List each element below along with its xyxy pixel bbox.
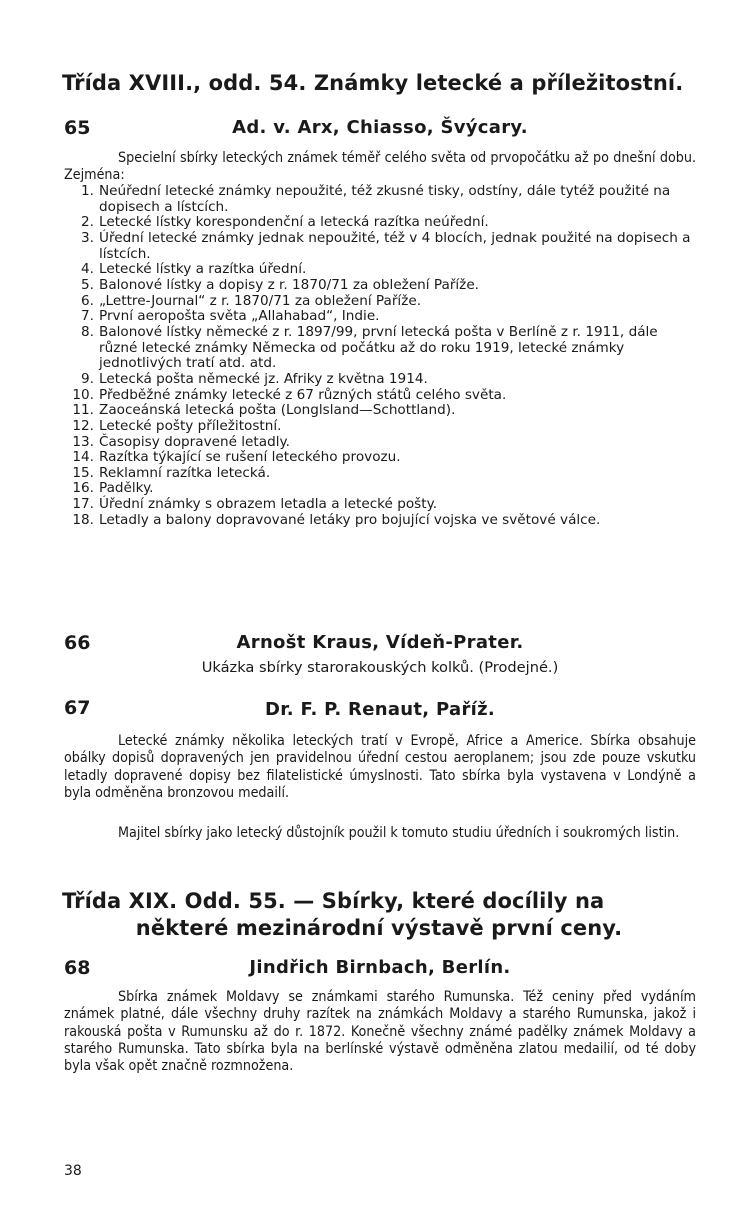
exhibit-67-paragraph-1: Letecké známky několika leteckých tratí v Evropě, Africe a Americe. Sbírka obsahuje obálky dopisů dopravených jen pravidelnou úřední cestou aeroplanem; jsou zde pouze vskutku letadly dopravené dopisy bez filatelistické úmyslnosti. Tato sbírka byla vystavena v Londýně a byla odměněna bronzovou medailí. [64, 733, 696, 801]
list-item [64, 497, 696, 513]
list-item-text: „Lettre-Journal“ z r. 1870/71 za obležení Paříže. [99, 292, 422, 309]
list-item [64, 309, 696, 325]
list-item-number: 16. [72, 480, 94, 497]
list-item-number: 13. [72, 433, 94, 450]
list-item-text: Letecké lístky a razítka úřední. [99, 261, 307, 278]
list-item-text: Zaoceánská letecká pošta (Longlsland—Schottland). [99, 402, 456, 419]
list-item-number: 1. [81, 183, 94, 199]
list-item-number: 5. [81, 276, 94, 293]
list-item [64, 435, 696, 451]
list-item [64, 450, 696, 466]
list-item [64, 294, 696, 310]
exhibit-65-intro: Specielní sbírky leteckých známek téměř celého světa od prvopočátku až po dnešní dobu. Zejména: [64, 150, 696, 184]
list-item [64, 419, 696, 435]
list-item-number: 11. [72, 402, 94, 419]
list-item-text: Úřední známky s obrazem letadla a letecké pošty. [99, 496, 438, 513]
exhibitor-name-65: Ad. v. Arx, Chiasso, Švýcary. [232, 117, 528, 138]
list-item-number: 7. [81, 308, 94, 325]
exhibit-number-67: 67 [64, 697, 91, 719]
list-item-number: 15. [72, 464, 94, 481]
list-item-number: 8. [81, 323, 94, 340]
list-item [64, 215, 696, 231]
exhibitor-name-66: Arnošt Kraus, Vídeň-Prater. [236, 632, 524, 653]
list-item [64, 466, 696, 482]
list-item-text: Letadly a balony dopravované letáky pro bojující vojska ve světové válce. [99, 511, 601, 528]
list-item [64, 372, 696, 388]
list-item-number: 3. [81, 229, 94, 246]
list-item [64, 513, 696, 529]
list-item-text: Balonové lístky a dopisy z r. 1870/71 za obležení Paříže. [99, 276, 479, 293]
list-item-text: Letecká pošta německé jz. Afriky z května 1914. [99, 370, 428, 387]
exhibitor-name-67: Dr. F. P. Renaut, Paříž. [264, 699, 496, 720]
exhibitor-name-68: Jindřich Birnbach, Berlín. [249, 957, 511, 978]
list-item-text: Úřední letecké známky jednak nepoužité, též v 4 blocích, jednak použité na dopisech a lístcích. [99, 229, 691, 262]
exhibit-65-item-list [64, 184, 696, 528]
list-item [64, 481, 696, 497]
list-item [64, 325, 696, 372]
list-item-number: 17. [72, 496, 94, 513]
list-item-text: Padělky. [99, 480, 154, 497]
exhibit-number-65: 65 [64, 117, 91, 139]
class-heading-19-line-1: Třída XIX. Odd. 55. — Sbírky, které docílily na [62, 889, 605, 913]
list-item-text: První aeropošta světa „Allahabad“, Indie. [99, 308, 380, 325]
list-item-text: Razítka týkající se rušení leteckého provozu. [99, 449, 401, 466]
list-item-text: Letecké lístky korespondenční a letecká razítka neúřední. [99, 214, 489, 231]
exhibit-66-text: Ukázka sbírky starorakouských kolků. (Prodejné.) [201, 659, 559, 676]
page-number: 38 [64, 1163, 82, 1179]
class-heading-19-line-2: některé mezinárodní výstavě první ceny. [135, 916, 623, 940]
list-item-text: Letecké pošty příležitostní. [99, 417, 282, 434]
list-item-text: Reklamní razítka letecká. [99, 464, 271, 481]
list-item-number: 14. [72, 449, 94, 466]
list-item [64, 184, 696, 215]
list-item-number: 2. [81, 214, 94, 231]
list-item [64, 278, 696, 294]
list-item [64, 262, 696, 278]
list-item-number: 6. [81, 292, 94, 309]
exhibit-67-paragraph-2: Majitel sbírky jako letecký důstojník použil k tomuto studiu úředních i soukromých listin. [118, 825, 680, 841]
class-heading-18: Třída XVIII., odd. 54. Známky letecké a příležitostní. [62, 71, 684, 95]
list-item-text: Balonové lístky německé z r. 1897/99, první letecká pošta v Berlíně z r. 1911, dále různé letecké známky Německa od počátku až do roku 1919, letecké známky jednotlivých tratí atd. atd. [99, 323, 658, 372]
list-item-number: 10. [72, 386, 94, 403]
list-item-text: Neúřední letecké známky nepoužité, též zkusné tisky, odstíny, dále tytéž použité na dopisech a lístcích. [99, 183, 671, 215]
exhibit-number-68: 68 [64, 957, 91, 979]
exhibit-number-66: 66 [64, 632, 91, 654]
list-item [64, 403, 696, 419]
list-item [64, 388, 696, 404]
list-item [64, 231, 696, 262]
list-item-text: Časopisy dopravené letadly. [99, 433, 290, 450]
list-item-number: 12. [72, 417, 94, 434]
list-item-number: 4. [81, 261, 94, 278]
list-item-number: 18. [72, 511, 94, 528]
exhibit-68-text: Sbírka známek Moldavy se známkami starého Rumunska. Též ceniny před vydáním známek platné, dále všechny druhy razítek na známkách Moldavy a starého Rumunska, jakož i rakouská pošta v Rumunsku až do r. 1872. Konečně všechny známé padělky známek Moldavy a starého Rumunska. Tato sbírka byla na berlínské výstavě odměněna zlatou medailií, od té doby byla však opět značně rozmnožena. [64, 989, 696, 1075]
list-item-number: 9. [81, 370, 94, 387]
list-item-text: Předběžné známky letecké z 67 různých států celého světa. [99, 386, 507, 403]
